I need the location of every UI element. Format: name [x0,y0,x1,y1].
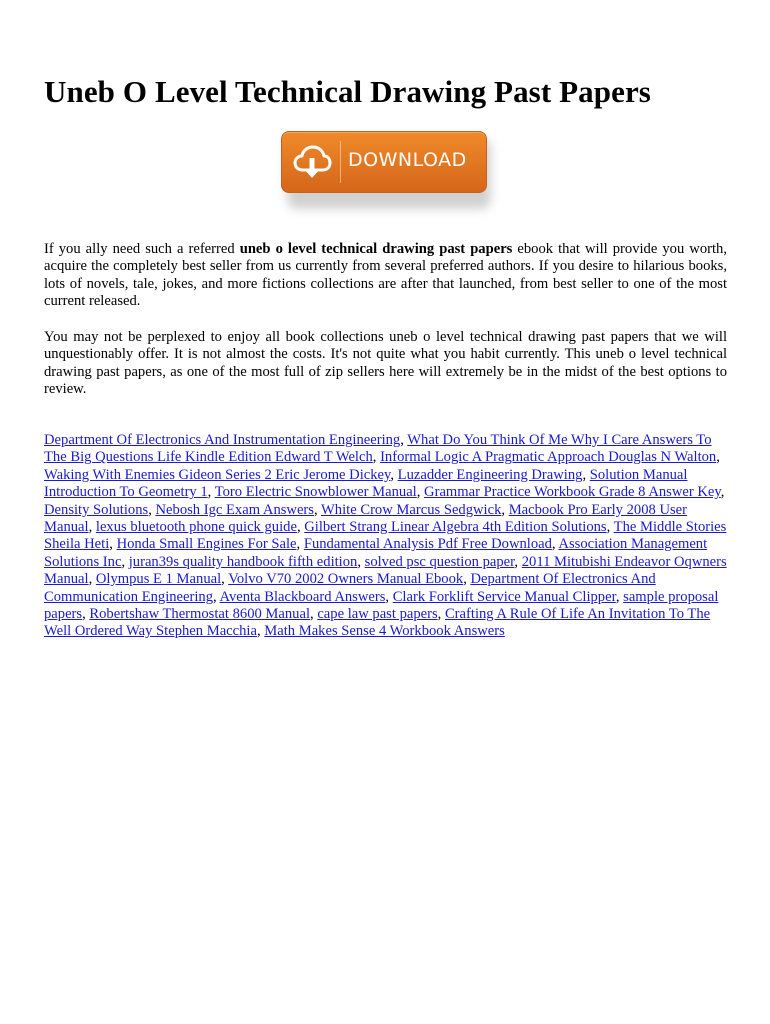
link-separator: , [357,553,365,570]
related-link[interactable]: What Do You Think Of Me Why I Care Answers To The Big Questions Life Kindle Edition Edward T Welch [44,432,712,466]
link-separator: , [501,501,509,518]
intro-text-start: If you ally need such a referred [44,241,240,257]
related-link[interactable]: Department Of Electronics And Communication Engineering [44,571,656,605]
link-separator: , [88,571,96,588]
related-link[interactable]: Density Solutions [44,501,149,518]
link-separator: , [437,606,445,623]
link-separator: , [207,484,215,501]
related-link[interactable]: Nebosh Igc Exam Answers [155,501,314,518]
link-separator: , [615,588,624,605]
related-link[interactable]: Department Of Electronics And Instrumentation Engineering [44,432,401,448]
link-separator: , [372,449,381,466]
link-separator: , [606,519,614,536]
link-separator: , [313,501,322,518]
related-link[interactable]: 2011 Mitubishi Endeavor Oqwners Manual [44,553,727,588]
link-separator: , [256,623,265,640]
related-links-list [44,432,727,641]
link-separator: , [296,519,305,536]
related-link[interactable]: lexus bluetooth phone quick guide [95,519,297,536]
related-link[interactable]: solved psc question paper [364,553,515,570]
related-link[interactable]: Crafting A Rule Of Life An Invitation To The Well Ordered Way Stephen Macchia [44,606,711,640]
link-separator: , [416,484,425,501]
related-link[interactable]: Solution Manual Introduction To Geometry 1 [44,466,688,501]
related-link[interactable]: The Middle Stories Sheila Heti [44,519,727,553]
intro-text-end: ebook that will provide you worth, acquire the completely best seller from us currently from several preferred authors. If you desire to hilarious books, lots of novels, tale, jokes, and more fictions collections are after that launched, from best seller to one of the most current released. [44,241,727,310]
related-link[interactable]: Volvo V70 2002 Owners Manual Ebook [228,571,464,588]
related-link[interactable]: Olympus E 1 Manual [95,571,222,588]
related-link[interactable]: Association Management Solutions Inc [44,536,708,570]
related-link[interactable]: Toro Electric Snowblower Manual [214,484,417,501]
intro-keyword: uneb o level technical drawing past papers [239,241,513,257]
link-separator: , [221,571,229,588]
link-separator: , [109,536,117,553]
link-separator: , [148,501,156,518]
related-link[interactable]: Honda Small Engines For Sale [116,536,297,553]
related-link[interactable]: Grammar Practice Workbook Grade 8 Answer Key [424,484,721,501]
related-link[interactable]: Math Makes Sense 4 Workbook Answers [264,623,505,640]
related-link[interactable]: Clark Forklift Service Manual Clipper [392,588,616,605]
download-button[interactable] [281,131,487,193]
link-separator: , [385,588,393,605]
link-separator: , [514,553,522,570]
related-link[interactable]: Gilbert Strang Linear Algebra 4th Edition Solutions [304,519,607,536]
link-separator: , [82,606,90,623]
related-link[interactable]: Luzadder Engineering Drawing [397,466,583,483]
related-link[interactable]: White Crow Marcus Sedgwick [321,501,502,518]
link-separator: , [390,466,398,483]
related-link[interactable]: Informal Logic A Pragmatic Approach Douglas N Walton [380,449,717,466]
download-button-container [281,131,497,211]
link-separator: , [582,466,590,483]
link-separator: , [88,519,96,536]
related-link[interactable]: Robertshaw Thermostat 8600 Manual [89,606,311,623]
related-link[interactable]: Macbook Pro Early 2008 User Manual [44,501,688,536]
link-separator: , [213,588,220,605]
related-link[interactable]: Aventa Blackboard Answers [219,588,386,605]
link-separator: , [716,449,720,466]
intro-paragraph [44,241,727,311]
link-separator: , [720,484,725,501]
related-link[interactable]: sample proposal papers [44,588,719,623]
download-button-label: DOWNLOAD [348,149,467,171]
page-title: Uneb O Level Technical Drawing Past Papers [44,74,651,109]
link-separator: , [551,536,559,553]
related-link[interactable]: juran39s quality handbook fifth edition [128,553,358,570]
cloud-download-icon [291,141,333,183]
related-link[interactable]: Fundamental Analysis Pdf Free Download [303,536,552,553]
link-separator: , [296,536,304,553]
link-separator: , [121,553,129,570]
description-paragraph: You may not be perplexed to enjoy all book collections uneb o level technical drawing past papers that we will unquestionably offer. It is not almost the costs. It's not quite what you habit currently. This uneb o level technical drawing past papers, as one of the most full of zip sellers here will extremely be in the midst of the best options to review. [44,329,727,398]
download-button-divider [340,141,341,183]
related-link[interactable]: Waking With Enemies Gideon Series 2 Eric Jerome Dickey [44,466,391,483]
link-separator: , [400,432,408,448]
link-separator: , [310,606,318,623]
link-separator: , [463,571,471,588]
related-link[interactable]: cape law past papers [317,606,438,623]
